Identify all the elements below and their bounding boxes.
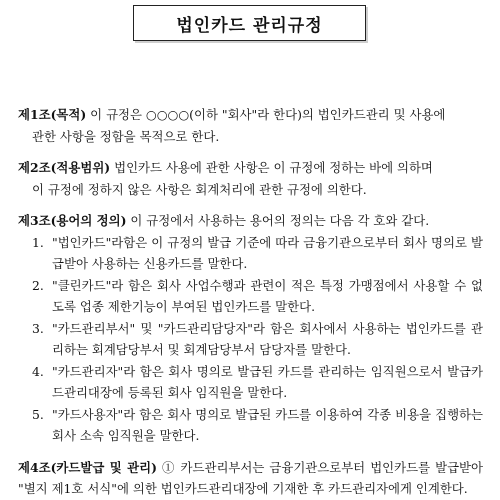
article-title: (용어의 정의) [50, 213, 127, 228]
definition-list [18, 232, 483, 447]
item-text: "법인카드"라함은 이 규정의 발급 기준에 따라 금융기관으로부터 회사 명의로 발급받아 사용하는 신용카드를 말한다. [52, 234, 483, 271]
item-text: "클린카드"라 함은 회사 사업수행과 관련이 적은 특정 가맹점에서 사용할 수 없도록 업종 제한기능이 부여된 법인카드를 말한다. [52, 277, 483, 314]
article-3 [18, 210, 483, 447]
article-title: (카드발급 및 관리) [50, 459, 157, 475]
item-number: 4. [32, 363, 44, 379]
article-text: 법인카드 사용에 관한 사항은 이 규정에 정하는 바에 의하며 [110, 160, 433, 175]
list-item [18, 318, 483, 361]
article-continuation: 관한 사항을 정함을 목적으로 한다. [32, 128, 220, 144]
item-number: 2. [32, 277, 44, 293]
article-title: (목적) [50, 107, 87, 122]
article-2 [18, 157, 483, 200]
article-title: (적용범위) [50, 160, 111, 175]
article-number: 제1조 [18, 107, 51, 122]
article-4 [18, 457, 483, 500]
article-continuation: 이 규정에 정하지 않은 사항은 회계처리에 관한 규정에 의한다. [32, 181, 367, 197]
list-item [18, 361, 483, 404]
document-title: 법인카드 관리규정 [176, 15, 323, 36]
item-text: "카드관리자"라 함은 회사 명의로 발급된 카드를 관리하는 임직원으로서 발급카드관리대장에 등록된 회사 임직원을 말한다. [52, 363, 483, 400]
article-text: ① 카드관리부서는 금융기관으로부터 법인카드를 발급받아 "별지 제1호 서식"에 의한 법인카드관리대장에 기재한 후 카드관리자에게 인계한다. [18, 459, 483, 496]
article-number: 제2조 [18, 160, 51, 175]
article-number: 제3조 [18, 213, 51, 228]
item-text: "카드사용자"라 함은 회사 명의로 발급된 카드를 이용하여 각종 비용을 집행하는 회사 소속 임직원을 말한다. [52, 406, 483, 443]
title-box [133, 5, 366, 41]
document-body [18, 104, 483, 500]
item-number: 5. [32, 406, 44, 422]
article-1 [18, 104, 483, 147]
item-text: "카드관리부서" 및 "카드관리담당자"라 함은 회사에서 사용하는 법인카드를 관리하는 회계담당부서 및 회계담당부서 담당자를 말한다. [52, 320, 483, 357]
list-item [18, 275, 483, 318]
list-item [18, 404, 483, 447]
list-item [18, 232, 483, 275]
article-text: 이 규정은 ○○○○(이하 "회사"라 한다)의 법인카드관리 및 사용에 [86, 107, 446, 122]
item-number: 1. [32, 234, 44, 250]
item-number: 3. [32, 320, 44, 336]
article-text: 이 규정에서 사용하는 용어의 정의는 다음 각 호와 같다. [126, 213, 430, 228]
article-number: 제4조 [18, 459, 51, 475]
